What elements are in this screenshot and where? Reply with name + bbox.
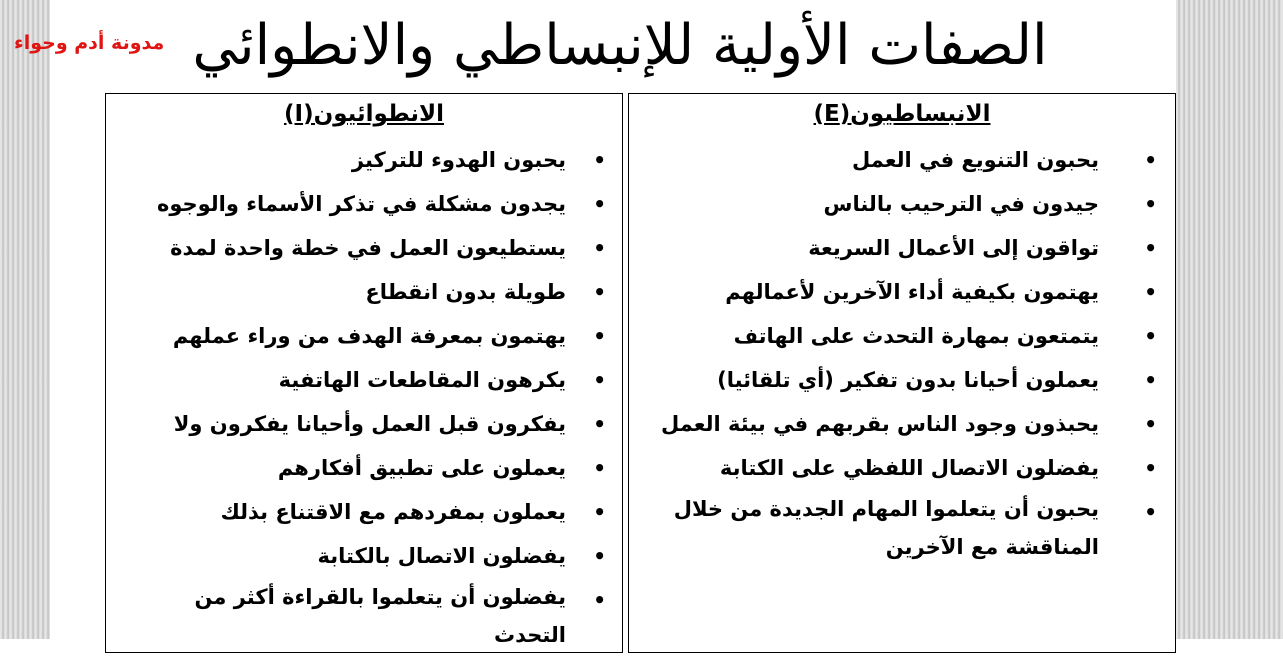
bullet-icon: • — [1144, 500, 1157, 524]
list-item — [629, 358, 1175, 402]
list-item — [629, 446, 1175, 490]
list-item — [106, 270, 622, 314]
bullet-icon: • — [593, 588, 606, 612]
list-item-text: يحبذون وجود الناس بقربهم في بيئة العمل — [660, 412, 1099, 436]
list-item-text: يجدون مشكلة في تذكر الأسماء والوجوه — [156, 192, 566, 216]
list-item — [629, 226, 1175, 270]
list-item — [106, 182, 622, 226]
bullet-icon: • — [1144, 412, 1157, 436]
list-item-text: جيدون في الترحيب بالناس — [823, 192, 1099, 216]
list-item-text: يحبون التنويع في العمل — [852, 148, 1099, 172]
page-title: الصفات الأولية للإنبساطي والانطوائي — [192, 13, 1048, 78]
extroverts-header-text: الانبساطيون(E) — [813, 101, 991, 127]
bullet-icon: • — [593, 500, 606, 524]
list-item-text: يكرهون المقاطعات الهاتفية — [278, 368, 566, 392]
list-item — [629, 270, 1175, 314]
list-item-text: يفكرون قبل العمل وأحيانا يفكرون ولا — [173, 412, 566, 436]
bullet-icon: • — [1144, 148, 1157, 172]
bullet-icon: • — [1144, 368, 1157, 392]
list-item — [106, 490, 622, 534]
introverts-column — [105, 93, 623, 653]
list-item — [106, 314, 622, 358]
list-item-text: يهتمون بكيفية أداء الآخرين لأعمالهم — [725, 280, 1099, 304]
extroverts-column — [628, 93, 1176, 653]
list-item — [106, 402, 622, 446]
bullet-icon: • — [593, 368, 606, 392]
list-item — [106, 226, 622, 270]
bullet-icon: • — [1144, 236, 1157, 260]
list-item — [629, 314, 1175, 358]
bullet-icon: • — [1144, 280, 1157, 304]
list-item — [106, 578, 622, 664]
list-item-text: يتمتعون بمهارة التحدث على الهاتف — [733, 324, 1099, 348]
list-item-text: طويلة بدون انقطاع — [365, 280, 566, 304]
extroverts-header — [629, 96, 1175, 132]
list-item — [106, 138, 622, 182]
list-item-text: يعملون على تطبيق أفكارهم — [277, 456, 566, 480]
list-item — [629, 138, 1175, 182]
list-item-text: يعملون بمفردهم مع الاقتناع بذلك — [220, 500, 566, 524]
list-item-text: يفضلون أن يتعلموا بالقراءة أكثر من التحدث — [194, 585, 566, 647]
bullet-icon: • — [593, 412, 606, 436]
introverts-list — [106, 138, 622, 664]
list-item-text: تواقون إلى الأعمال السريعة — [808, 236, 1099, 260]
list-item-text: يفضلون الاتصال بالكتابة — [317, 544, 566, 568]
bullet-icon: • — [1144, 324, 1157, 348]
list-item-text: يفضلون الاتصال اللفظي على الكتابة — [719, 456, 1099, 480]
blog-label: مدونة أدم وحواء — [14, 32, 165, 54]
introverts-header-text: الانطوائيون(I) — [283, 101, 445, 127]
list-item-text: يستطيعون العمل في خطة واحدة لمدة — [170, 236, 566, 260]
right-page-shadow — [1176, 0, 1283, 639]
extroverts-list — [629, 138, 1175, 576]
list-item-text: يحبون الهدوء للتركيز — [351, 148, 566, 172]
list-item-text: يحبون أن يتعلموا المهام الجديدة من خلال المناقشة مع الآخرين — [673, 497, 1099, 559]
bullet-icon: • — [593, 280, 606, 304]
bullet-icon: • — [1144, 192, 1157, 216]
list-item — [629, 490, 1175, 576]
bullet-icon: • — [593, 456, 606, 480]
list-item — [106, 534, 622, 578]
introverts-header — [106, 96, 622, 132]
bullet-icon: • — [593, 236, 606, 260]
list-item — [106, 446, 622, 490]
bullet-icon: • — [593, 324, 606, 348]
bullet-icon: • — [593, 148, 606, 172]
bullet-icon: • — [1144, 456, 1157, 480]
bullet-icon: • — [593, 192, 606, 216]
bullet-icon: • — [593, 544, 606, 568]
list-item — [629, 402, 1175, 446]
list-item-text: يهتمون بمعرفة الهدف من وراء عملهم — [172, 324, 566, 348]
list-item — [629, 182, 1175, 226]
list-item — [106, 358, 622, 402]
list-item-text: يعملون أحيانا بدون تفكير (أي تلقائيا) — [717, 368, 1099, 392]
